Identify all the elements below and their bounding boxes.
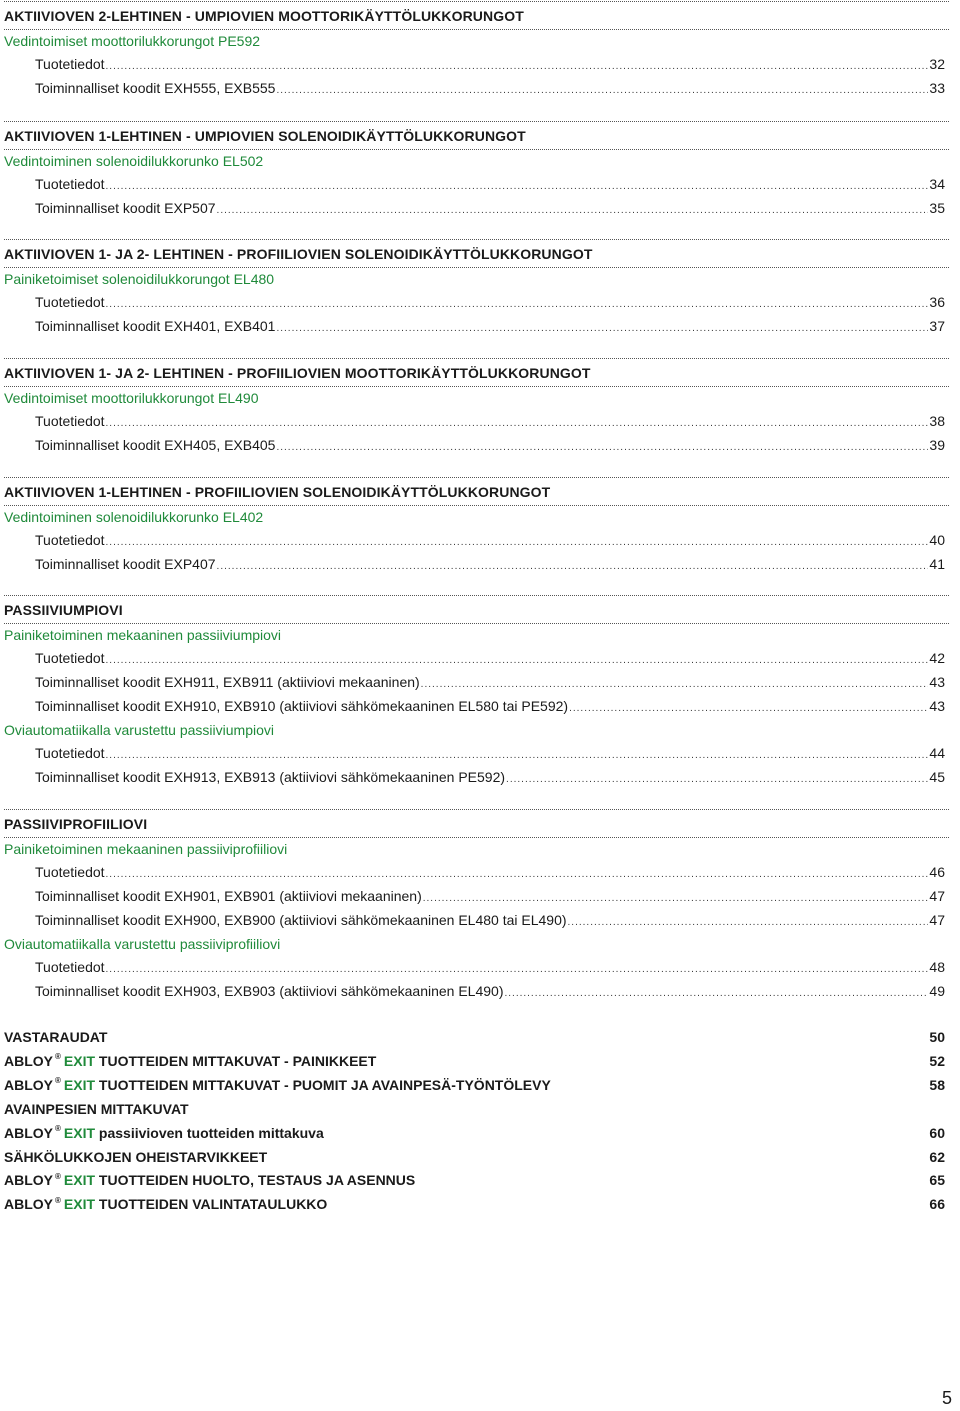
- dot-leader: [106, 537, 929, 548]
- subsection-title: Vedintoiminen solenoidilukkorunko EL402: [4, 508, 264, 525]
- entry-page: 38: [929, 413, 945, 430]
- section-separator: [4, 477, 949, 478]
- registered-mark: ®: [55, 1171, 61, 1181]
- toc-entry: [35, 413, 945, 429]
- entry-page: 39: [929, 437, 945, 454]
- final-entry-page: 60: [929, 1124, 945, 1141]
- dot-leader: [276, 323, 928, 334]
- entry-label: Toiminnalliset koodit EXH900, EXB900 (aktiiviovi sähkömekaaninen EL480 tai EL490): [35, 911, 567, 928]
- section-heading: AKTIIVIOVEN 1-LEHTINEN - PROFIILIOVIEN SOLENOIDIKÄYTTÖLUKKORUNGOT: [4, 484, 551, 500]
- heading-underline: [4, 386, 949, 387]
- exit-brand: EXIT: [63, 1172, 96, 1189]
- dot-leader: [421, 679, 929, 690]
- toc-entry: [35, 888, 945, 904]
- subsection-title: Oviautomatiikalla varustettu passiiviumpiovi: [4, 721, 274, 738]
- heading-underline: [4, 267, 949, 268]
- dot-leader: [106, 418, 929, 429]
- final-entry-title: [4, 1029, 107, 1045]
- section-separator: [4, 358, 949, 359]
- final-entry-title: [4, 1101, 189, 1117]
- entry-page: 46: [929, 864, 945, 881]
- entry-page: 37: [929, 318, 945, 335]
- section-separator: [4, 121, 949, 122]
- dot-leader: [217, 561, 929, 572]
- final-entry: [4, 1029, 945, 1045]
- brand-name: ABLOY: [4, 1124, 53, 1141]
- final-entry: [4, 1149, 945, 1165]
- entry-page: 32: [929, 56, 945, 73]
- final-entry-page: 52: [929, 1052, 945, 1069]
- heading-underline: [4, 149, 949, 150]
- toc-entry: [35, 176, 945, 192]
- final-entry-title: [4, 1196, 327, 1212]
- final-entry-title: [4, 1125, 324, 1141]
- entry-page: 43: [929, 674, 945, 691]
- brand-name: ABLOY: [4, 1172, 53, 1189]
- exit-brand: EXIT: [63, 1052, 96, 1069]
- entry-label: Tuotetiedot: [35, 413, 105, 430]
- entry-page: 43: [929, 697, 945, 714]
- registered-mark: ®: [55, 1123, 61, 1133]
- dot-leader: [106, 61, 929, 72]
- toc-entry: [35, 674, 945, 690]
- heading-underline: [4, 29, 949, 30]
- dot-leader: [106, 964, 929, 975]
- heading-underline: [4, 623, 949, 624]
- entry-page: 40: [929, 532, 945, 549]
- subsection-title: Vedintoiminen solenoidilukkorunko EL502: [4, 152, 264, 169]
- entry-label: Tuotetiedot: [35, 56, 105, 73]
- entry-label: Toiminnalliset koodit EXH910, EXB910 (aktiiviovi sähkömekaaninen EL580 tai PE592): [35, 697, 569, 714]
- dot-leader: [276, 442, 928, 453]
- toc-entry: [35, 912, 945, 928]
- entry-label: Tuotetiedot: [35, 745, 105, 762]
- toc-entry: [35, 864, 945, 880]
- subsection-title: Painiketoiminen mekaaninen passiiviprofiiliovi: [4, 840, 288, 857]
- section-heading: PASSIIVIUMPIOVI: [4, 602, 123, 618]
- brand-name: ABLOY: [4, 1076, 53, 1093]
- entry-page: 47: [929, 911, 945, 928]
- dot-leader: [568, 917, 929, 928]
- entry-label: Toiminnalliset koodit EXH903, EXB903 (aktiiviovi sähkömekaaninen EL490): [35, 982, 504, 999]
- final-entry: [4, 1101, 945, 1117]
- registered-mark: ®: [55, 1076, 61, 1086]
- entry-label: Tuotetiedot: [35, 294, 105, 311]
- dot-leader: [106, 750, 929, 761]
- entry-page: 44: [929, 745, 945, 762]
- toc-entry: [35, 556, 945, 572]
- subsection-title: Painiketoiminen mekaaninen passiiviumpiovi: [4, 626, 282, 643]
- entry-label: Tuotetiedot: [35, 650, 105, 667]
- dot-leader: [423, 893, 929, 904]
- entry-label: Tuotetiedot: [35, 959, 105, 976]
- toc-entry: [35, 437, 945, 453]
- entry-label: Tuotetiedot: [35, 532, 105, 549]
- dot-leader: [217, 205, 929, 216]
- registered-mark: ®: [55, 1052, 61, 1062]
- entry-page: 42: [929, 650, 945, 667]
- final-entry-page: 62: [929, 1148, 945, 1165]
- final-entry-page: 66: [929, 1196, 945, 1213]
- entry-label: Toiminnalliset koodit EXH913, EXB913 (aktiiviovi sähkömekaaninen PE592): [35, 768, 506, 785]
- final-entry: [4, 1125, 945, 1141]
- subsection-title: Oviautomatiikalla varustettu passiiviprofiiliovi: [4, 935, 281, 952]
- dot-leader: [506, 774, 928, 785]
- toc-entry: [35, 532, 945, 548]
- toc-entry: [35, 745, 945, 761]
- final-entry-text: SÄHKÖLUKKOJEN OHEISTARVIKKEET: [4, 1148, 268, 1165]
- section-heading: AKTIIVIOVEN 1- JA 2- LEHTINEN - PROFIILIOVIEN MOOTTORIKÄYTTÖLUKKORUNGOT: [4, 365, 591, 381]
- final-entry-text: VASTARAUDAT: [4, 1029, 108, 1045]
- entry-page: 36: [929, 294, 945, 311]
- toc-entry: [35, 698, 945, 714]
- entry-label: Toiminnalliset koodit EXH555, EXB555: [35, 80, 276, 97]
- entry-page: 45: [929, 768, 945, 785]
- section-heading: PASSIIVIPROFIILIOVI: [4, 816, 148, 832]
- final-entry-title: [4, 1053, 376, 1069]
- final-entry-title: [4, 1077, 551, 1093]
- entry-label: Toiminnalliset koodit EXP507: [35, 200, 216, 217]
- toc-entry: [35, 80, 945, 96]
- final-entry-text: TUOTTEIDEN HUOLTO, TESTAUS JA ASENNUS: [98, 1172, 416, 1189]
- entry-label: Tuotetiedot: [35, 864, 105, 881]
- subsection-title: Painiketoimiset solenoidilukkorungot EL480: [4, 270, 275, 287]
- final-entry-text: TUOTTEIDEN MITTAKUVAT - PUOMIT JA AVAINPESÄ-TYÖNTÖLEVY: [98, 1076, 551, 1093]
- section-separator: [4, 809, 949, 810]
- exit-brand: EXIT: [63, 1076, 96, 1093]
- entry-label: Toiminnalliset koodit EXH401, EXB401: [35, 318, 276, 335]
- heading-underline: [4, 505, 949, 506]
- final-entry-text: TUOTTEIDEN VALINTATAULUKKO: [98, 1196, 328, 1213]
- toc-entry: [35, 983, 945, 999]
- subsection-title: Vedintoimiset moottorilukkorungot EL490: [4, 389, 259, 406]
- page-number: 5: [941, 1388, 952, 1408]
- entry-page: 34: [929, 176, 945, 193]
- exit-brand: EXIT: [63, 1124, 96, 1141]
- final-entry-title: [4, 1149, 267, 1165]
- final-entry-title: [4, 1172, 415, 1188]
- section-heading: AKTIIVIOVEN 2-LEHTINEN - UMPIOVIEN MOOTTORIKÄYTTÖLUKKORUNGOT: [4, 8, 524, 24]
- final-entry: [4, 1077, 945, 1093]
- heading-underline: [4, 837, 949, 838]
- brand-name: ABLOY: [4, 1052, 53, 1069]
- entry-label: Toiminnalliset koodit EXH405, EXB405: [35, 437, 276, 454]
- final-entry-text: AVAINPESIEN MITTAKUVAT: [4, 1100, 189, 1117]
- toc-entry: [35, 294, 945, 310]
- entry-label: Toiminnalliset koodit EXH911, EXB911 (aktiiviovi mekaaninen): [35, 674, 420, 691]
- toc-entry: [35, 650, 945, 666]
- dot-leader: [106, 299, 929, 310]
- entry-label: Tuotetiedot: [35, 176, 105, 193]
- exit-brand: EXIT: [63, 1196, 96, 1213]
- section-separator: [4, 1, 949, 2]
- final-entry: [4, 1053, 945, 1069]
- final-entry-page: 50: [929, 1029, 945, 1045]
- final-entry: [4, 1196, 945, 1212]
- toc-entry: [35, 959, 945, 975]
- section-heading: AKTIIVIOVEN 1-LEHTINEN - UMPIOVIEN SOLENOIDIKÄYTTÖLUKKORUNGOT: [4, 128, 526, 144]
- subsection-title: Vedintoimiset moottorilukkorungot PE592: [4, 32, 261, 49]
- entry-page: 33: [929, 80, 945, 97]
- entry-page: 47: [929, 888, 945, 905]
- registered-mark: ®: [55, 1195, 61, 1205]
- entry-page: 49: [929, 982, 945, 999]
- final-entry-page: 65: [929, 1172, 945, 1189]
- final-entry: [4, 1172, 945, 1188]
- entry-label: Toiminnalliset koodit EXP407: [35, 556, 216, 573]
- dot-leader: [106, 181, 929, 192]
- dot-leader: [276, 85, 928, 96]
- dot-leader: [504, 988, 928, 999]
- entry-label: Toiminnalliset koodit EXH901, EXB901 (aktiiviovi mekaaninen): [35, 888, 422, 905]
- toc-entry: [35, 200, 945, 216]
- toc-entry: [35, 769, 945, 785]
- section-separator: [4, 595, 949, 596]
- final-entry-text: TUOTTEIDEN MITTAKUVAT - PAINIKKEET: [98, 1052, 377, 1069]
- toc-entry: [35, 318, 945, 334]
- section-separator: [4, 239, 949, 240]
- toc-entry: [35, 56, 945, 72]
- dot-leader: [106, 655, 929, 666]
- final-entry-text: passiivioven tuotteiden mittakuva: [98, 1124, 324, 1141]
- dot-leader: [106, 869, 929, 880]
- final-entry-page: 58: [929, 1076, 945, 1093]
- dot-leader: [569, 703, 928, 714]
- entry-page: 48: [929, 959, 945, 976]
- section-heading: AKTIIVIOVEN 1- JA 2- LEHTINEN - PROFIILIOVIEN SOLENOIDIKÄYTTÖLUKKORUNGOT: [4, 246, 593, 262]
- brand-name: ABLOY: [4, 1196, 53, 1213]
- entry-page: 41: [929, 556, 945, 573]
- entry-page: 35: [929, 200, 945, 217]
